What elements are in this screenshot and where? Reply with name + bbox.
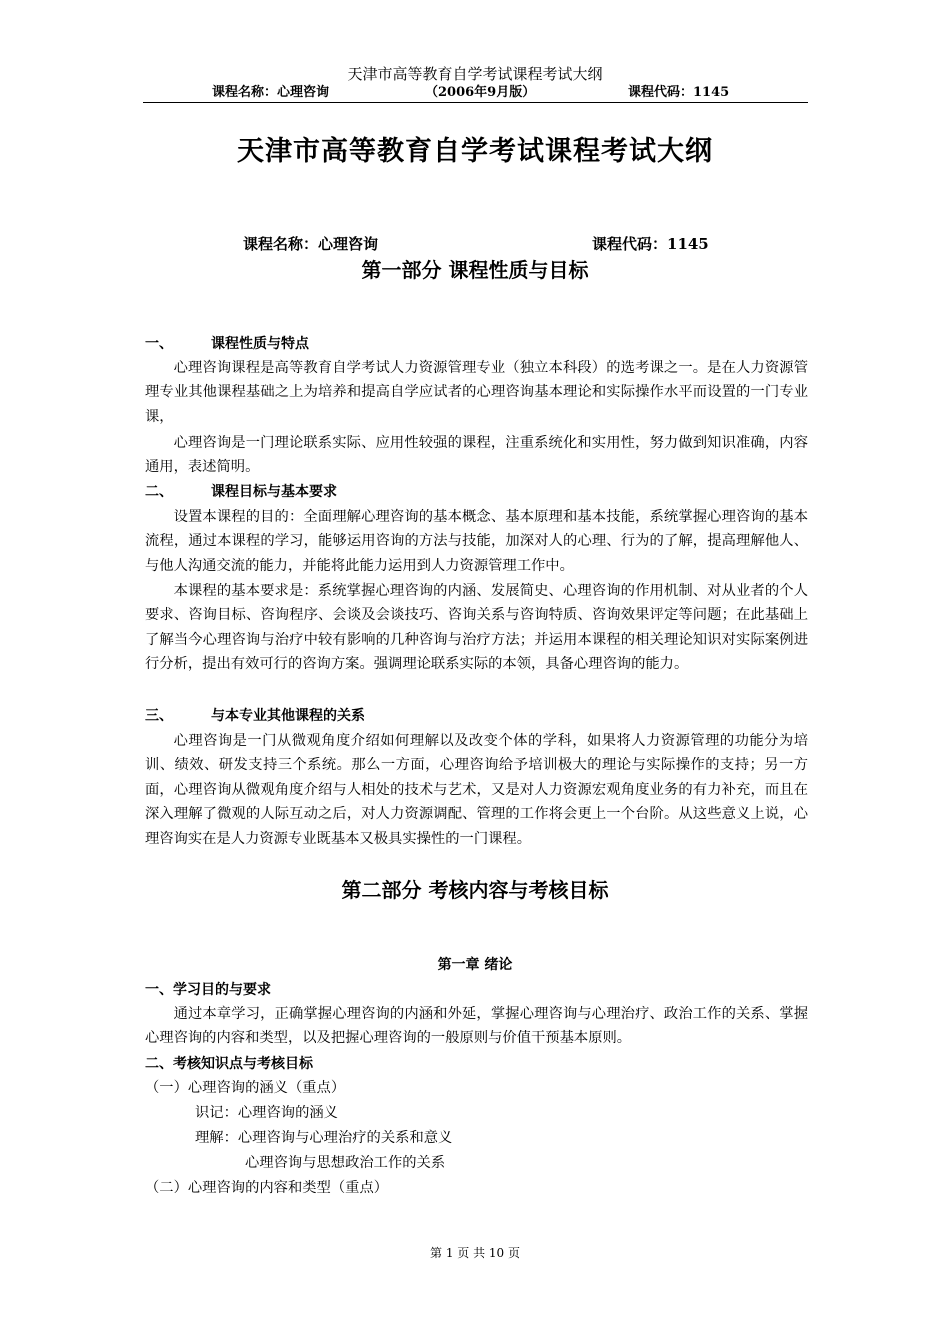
part1-title: 第一部分 课程性质与目标 [361,258,589,282]
outline-item: （一）心理咨询的涵义（重点） [145,1080,346,1096]
paragraph: 心理咨询是一门从微观角度介绍如何理解以及改变个体的学科，如果将人力资源管理的功能分为培训、绩效、研发支持三个系统。那么一方面，心理咨询给予培训极大的理论与实际操作的支持；另一方面，心理咨询从微观角度介绍与人相处的技术与艺术，又是对人力资源宏观角度业务的有力补充，而且在深入理解了微观的人际互动之后，对人力资源调配、管理的工作将会更上一个台阶。从这些意义上说，心理咨询实在是人力资源专业既基本又极具实操性的一门课程。 [145,733,808,847]
section-number: 二、 [145,484,173,500]
section-title: 课程目标与基本要求 [211,484,337,500]
section-heading [145,482,337,502]
course-name: 课程名称：心理咨询 [243,235,379,253]
outline-item: 理解：心理咨询与心理治疗的关系和意义 [195,1130,453,1146]
course-code: 课程代码：1145 [592,235,709,253]
part2-title: 第二部分 考核内容与考核目标 [341,878,609,902]
section-heading [145,334,309,354]
section-number: 三、 [145,708,173,724]
page-number: 第 1 页 共 10 页 [430,1246,520,1260]
main-title: 天津市高等教育自学考试课程考试大纲 [237,136,713,167]
paragraph: 本课程的基本要求是：系统掌握心理咨询的内涵、发展简史、心理咨询的作用机制、对从业者的个人要求、咨询目标、咨询程序、会谈及会谈技巧、咨询关系与咨询特质、咨询效果评定等问题；在此基础上了解当今心理咨询与治疗中较有影响的几种咨询与治疗方法；并运用本课程的相关理论知识对实际案例进行分析，提出有效可行的咨询方案。强调理论联系实际的本领，具备心理咨询的能力。 [145,583,808,673]
chapter-title: 第一章 绪论 [437,957,513,973]
section-number: 一、 [145,336,173,352]
header-course-name: 课程名称：心理咨询 [212,85,330,100]
section-heading: 二、考核知识点与考核目标 [145,1056,313,1072]
header-edition: （2006年9月版） [425,85,536,100]
header-divider [143,102,808,103]
outline-item: 识记：心理咨询的涵义 [195,1105,338,1121]
outline-item: 心理咨询与思想政治工作的关系 [245,1155,446,1171]
section-title: 课程性质与特点 [211,336,309,352]
section-heading [145,706,365,726]
paragraph: 设置本课程的目的：全面理解心理咨询的基本概念、基本原理和基本技能，系统掌握心理咨询的基本流程，通过本课程的学习，能够运用咨询的方法与技能，加深对人的心理、行为的了解，提高理解他人、与他人沟通交流的能力，并能将此能力运用到人力资源管理工作中。 [145,509,808,574]
section-heading: 一、学习目的与要求 [145,982,271,998]
paragraph: 心理咨询是一门理论联系实际、应用性较强的课程，注重系统化和实用性，努力做到知识准确，内容通用，表述简明。 [145,435,808,476]
outline-item: （二）心理咨询的内容和类型（重点） [145,1180,389,1196]
header-title: 天津市高等教育自学考试课程考试大纲 [347,65,603,83]
paragraph: 通过本章学习，正确掌握心理咨询的内涵和外延，掌握心理咨询与心理治疗、政治工作的关系、掌握心理咨询的内容和类型，以及把握心理咨询的一般原则与价值干预基本原则。 [145,1006,808,1047]
paragraph: 心理咨询课程是高等教育自学考试人力资源管理专业（独立本科段）的选考课之一。是在人力资源管理专业其他课程基础之上为培养和提高自学应试者的心理咨询基本理论和实际操作水平而设置的一门专业课， [145,360,808,425]
header-course-code: 课程代码：1145 [628,85,730,100]
section-title: 与本专业其他课程的关系 [211,708,365,724]
